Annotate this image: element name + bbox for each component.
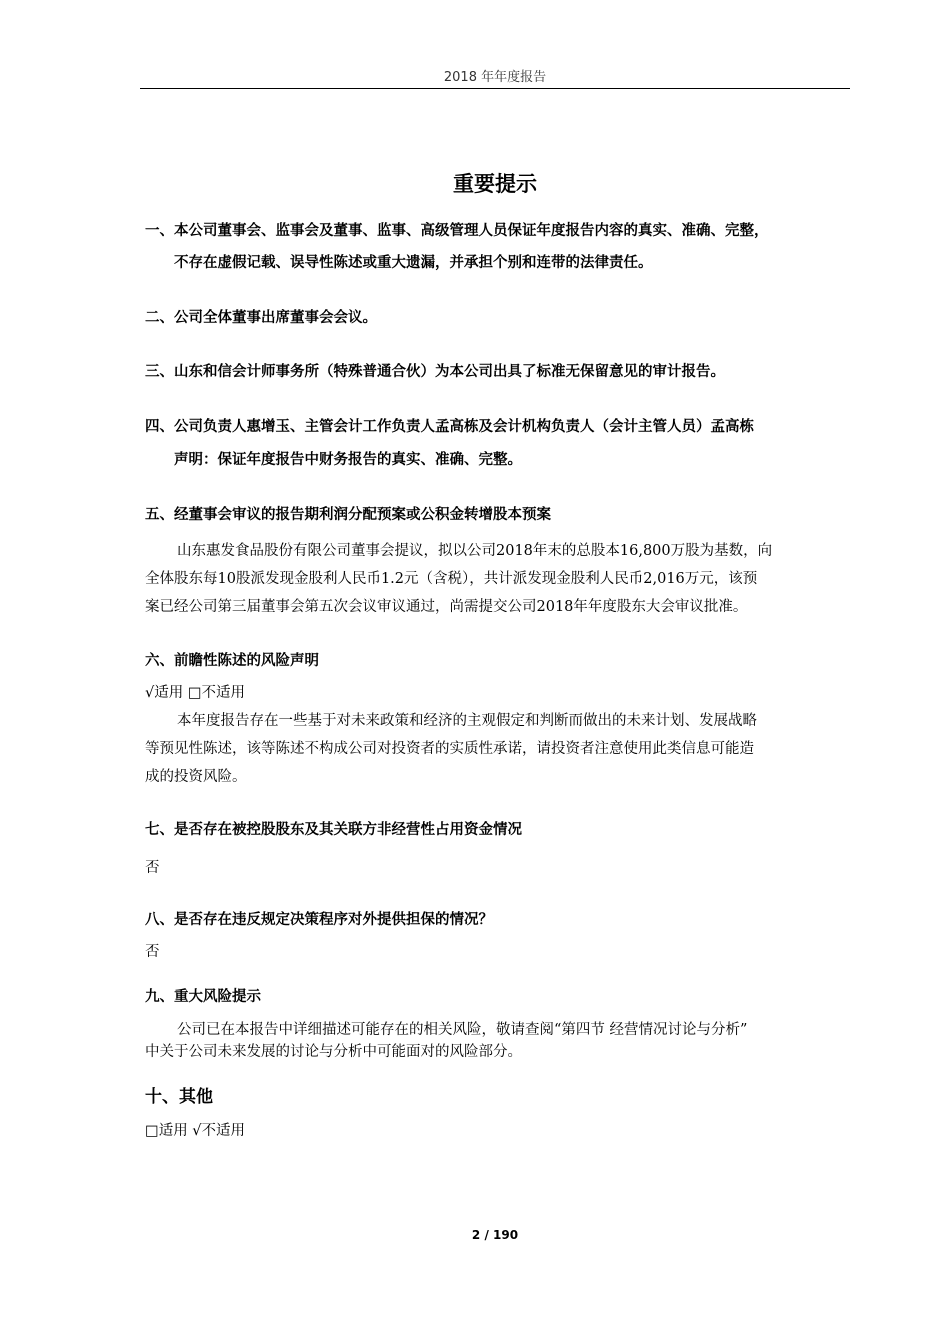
item-10-heading: 十、其他 [145,1087,213,1107]
item-4-line-1: 四、公司负责人惠增玉、主管会计工作负责人孟高栋及会计机构负责人（会计主管人员）孟高栋 [145,419,754,435]
item-4-line-2: 声明：保证年度报告中财务报告的真实、准确、完整。 [174,452,522,468]
item-8-heading: 八、是否存在违反规定决策程序对外提供担保的情况？ [145,912,493,928]
item-3: 三、山东和信会计师事务所（特殊普通合伙）为本公司出具了标准无保留意见的审计报告。 [145,364,725,380]
item-7-heading: 七、是否存在被控股股东及其关联方非经营性占用资金情况 [145,822,522,838]
item-6-line-2: 等预见性陈述，该等陈述不构成公司对投资者的实质性承诺，请投资者注意使用此类信息可能造 [145,741,754,757]
item-6-line-1: 本年度报告存在一些基于对未来政策和经济的主观假定和判断而做出的未来计划、发展战略 [177,713,757,729]
item-5-heading: 五、经董事会审议的报告期利润分配预案或公积金转增股本预案 [145,507,551,523]
page-header: 2018 年年度报告 [443,70,547,85]
header-rule [140,88,850,89]
item-5-line-1: 山东惠发食品股份有限公司董事会提议，拟以公司2018年末的总股本16,800万股为基数，向 [177,543,773,559]
item-5-line-3: 案已经公司第三届董事会第五次会议审议通过，尚需提交公司2018年年度股东大会审议批准。 [145,599,748,615]
item-6-applicability: √适用 □不适用 [145,685,246,701]
item-5-line-2: 全体股东每10股派发现金股利人民币1.2元（含税），共计派发现金股利人民币2,016万元，该预 [145,571,758,587]
item-8-answer: 否 [145,944,160,960]
item-9-line-1: 公司已在本报告中详细描述可能存在的相关风险，敬请查阅“第四节 经营情况讨论与分析” [177,1022,748,1038]
item-1-line-1: 一、本公司董事会、监事会及董事、监事、高级管理人员保证年度报告内容的真实、准确、完整， [145,223,769,239]
page-number: 2 / 190 [471,1228,519,1242]
item-2: 二、公司全体董事出席董事会会议。 [145,310,377,326]
page-title: 重要提示 [453,172,537,196]
item-7-answer: 否 [145,860,160,876]
item-6-line-3: 成的投资风险。 [145,769,247,785]
item-1-line-2: 不存在虚假记载、误导性陈述或重大遗漏，并承担个别和连带的法律责任。 [174,255,653,271]
item-10-applicability: □适用 √不适用 [145,1123,246,1139]
item-9-heading: 九、重大风险提示 [145,989,261,1005]
item-9-line-2: 中关于公司未来发展的讨论与分析中可能面对的风险部分。 [145,1044,522,1060]
item-6-heading: 六、前瞻性陈述的风险声明 [145,653,319,669]
